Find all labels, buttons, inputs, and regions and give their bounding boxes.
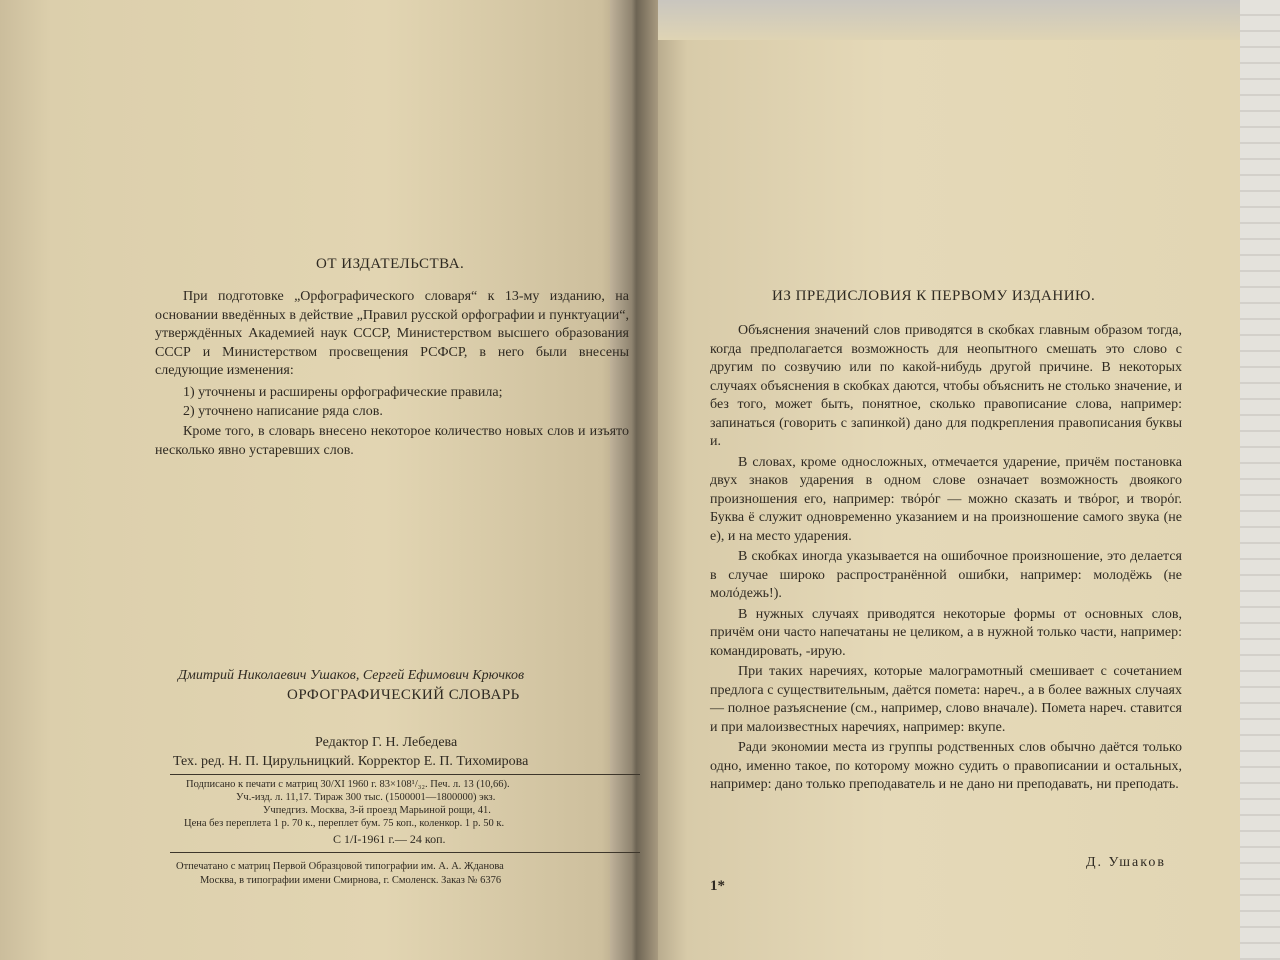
right-page-heading: ИЗ ПРЕДИСЛОВИЯ К ПЕРВОМУ ИЗДАНИЮ.: [772, 288, 1096, 304]
imprint-rule-1: [170, 774, 640, 775]
signature-mark: 1*: [710, 878, 725, 894]
imprint-book-title: ОРФОГРАФИЧЕСКИЙ СЛОВАРЬ: [287, 687, 520, 703]
right-paragraph-1: Объяснения значений слов приводятся в скобках главным образом тогда, когда предполагается возможность для неопытного смешать это слово с другим по созвучию или по какой-нибудь другой причине. В некоторых случаях объяснения в скобках даются, чтобы объяснить не столько значение, и без того, может быть, понятное, сколько правописание слова, например: запинаться (говорить с запинкой) дано для подкрепления правописания буквы и.: [710, 323, 1182, 449]
imprint-price: С 1/I-1961 г.— 24 коп.: [333, 832, 446, 846]
left-paragraph-2: [155, 423, 629, 460]
imprint-line-1: Подписано к печати с матриц 30/XI 1960 г. 83×108¹/₃₂. Печ. л. 13 (10,66).: [186, 779, 510, 790]
right-paragraph-2: В словах, кроме односложных, отмечается ударение, причём постановка двух знаков ударения в одном слове означает возможность двоякого произношения его, например: твόрόг — можно сказать и твόрог, и творόг. Буква ё служит одновременно указанием и на произношение самого звука (не е), и на место ударения.: [710, 454, 1182, 544]
left-paragraph-1-text: При подготовке „Орфографического словаря“ к 13-му изданию, на основании введённых в действие „Правил русской орфографии и пунктуации“, утверждённых Академией наук СССР, Министерством высшего образования СССР и Министерством просвещения РСФСР, в него были внесены следующие изменения:: [155, 289, 629, 378]
imprint-print-1: Отпечатано с матриц Первой Образцовой типографии им. А. А. Жданова: [176, 861, 504, 872]
right-paragraph-3: В скобках иногда указывается на ошибочное произношение, это делается в случае широко распространённой ошибки, например: молодёжь (не молόдежь!).: [710, 549, 1182, 601]
right-paragraph-5: При таких наречиях, которые малограмотный смешивает с сочетанием предлога с существительным, даётся помета: нареч., а в более важных случаях — полное разъяснение (см., например, слово вначале). Помета нареч. ставится и при малоизвестных наречиях, например: вкупе.: [710, 664, 1182, 735]
imprint-tech-editor: Тех. ред. Н. П. Цирульницкий. Корректор Е. П. Тихомирова: [173, 754, 529, 769]
imprint-line-4: Цена без переплета 1 р. 70 к., переплет бум. 75 коп., коленкор. 1 р. 50 к.: [184, 818, 505, 829]
signature: Д. Ушаков: [1086, 855, 1166, 870]
imprint-rule-2: [170, 852, 640, 853]
left-list-item-1: 1) уточнены и расширены орфографические правила;: [183, 385, 503, 400]
left-paragraph-2-text: Кроме того, в словарь внесено некоторое количество новых слов и изъято несколько явно устаревших слов.: [155, 424, 629, 458]
imprint-line-2: Уч.-изд. л. 11,17. Тираж 300 тыс. (1500001—1800000) экз.: [236, 792, 496, 803]
imprint-authors: Дмитрий Николаевич Ушаков, Сергей Ефимович Крючков: [178, 668, 525, 683]
right-paragraphs: [710, 322, 1182, 795]
imprint-print-2: Москва, в типографии имени Смирнова, г. Смоленск. Заказ № 6376: [200, 875, 502, 886]
table-surface-right: [1240, 0, 1280, 960]
book-spine: [610, 0, 658, 960]
left-list-item-2: 2) уточнено написание ряда слов.: [183, 404, 383, 419]
imprint-line-3: Учпедгиз. Москва, 3-й проезд Марьиной рощи, 41.: [263, 805, 491, 816]
imprint-editor: Редактор Г. Н. Лебедева: [315, 735, 458, 750]
right-paragraph-6: Ради экономии места из группы родственных слов обычно даётся только одно, именно такое, по которому можно судить о правописании и остальных, например: дано только преподаватель и не дано ни преподавать, ни преподать.: [710, 740, 1182, 792]
right-paragraph-4: В нужных случаях приводятся некоторые формы от основных слов, причём они часто напечатаны не целиком, а в нужной только части, например: командировать, -ирую.: [710, 606, 1182, 659]
left-paragraph-1: [155, 288, 629, 381]
left-page-heading: ОТ ИЗДАТЕЛЬСТВА.: [316, 256, 465, 272]
right-page-top-shadow: [652, 0, 1240, 40]
